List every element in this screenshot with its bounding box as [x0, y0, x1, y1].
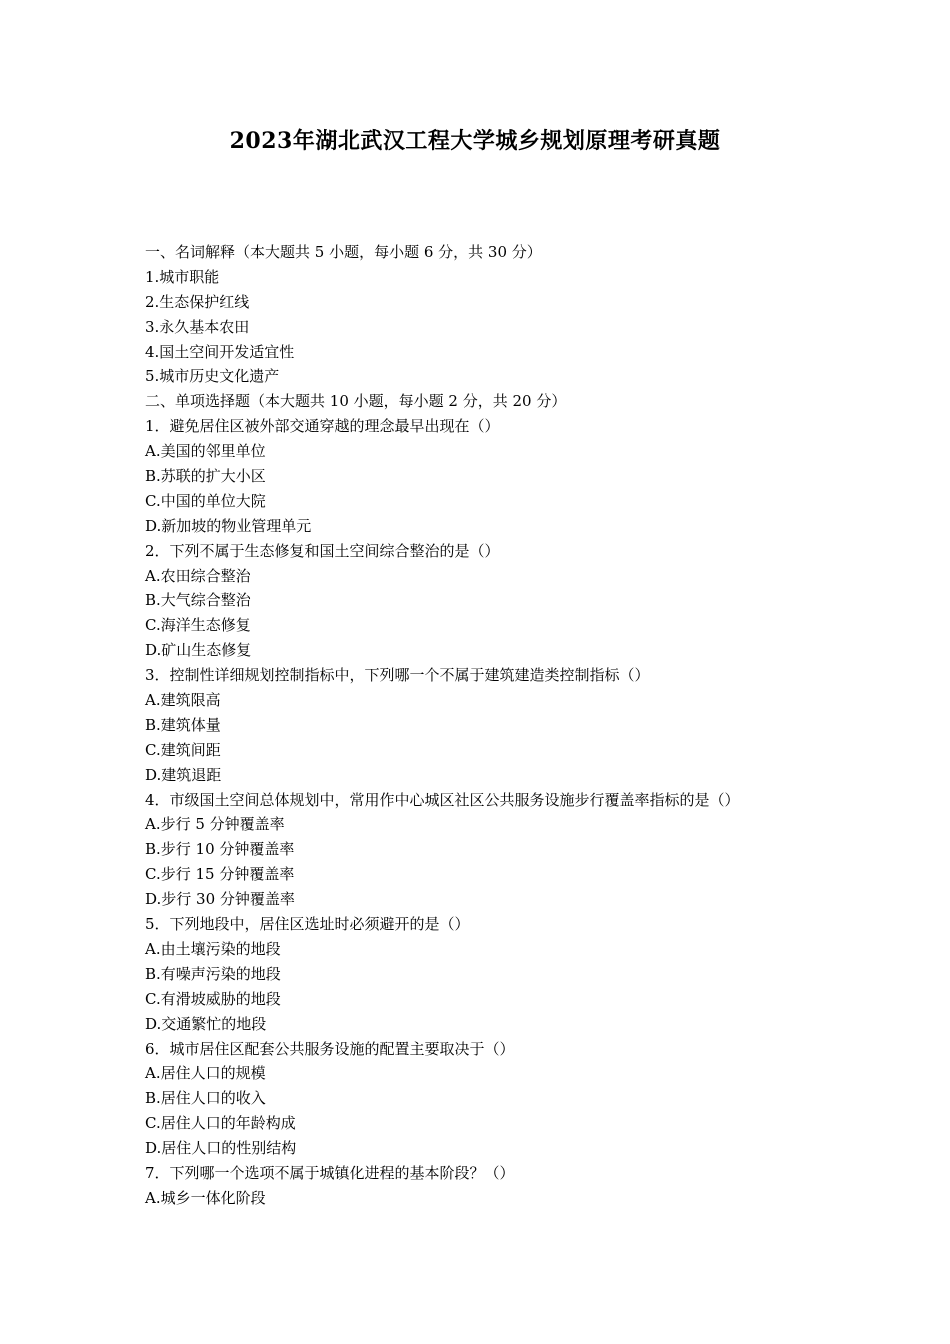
text-line: A.步行 5 分钟覆盖率	[145, 815, 285, 834]
document-body	[145, 240, 835, 1211]
text-line: C.中国的单位大院	[145, 491, 266, 510]
text-line: C.建筑间距	[145, 740, 221, 759]
text-line: 2.生态保护红线	[145, 292, 250, 311]
text-line: B.大气综合整治	[145, 591, 251, 610]
document-title: 2023年湖北武汉工程大学城乡规划原理考研真题	[229, 128, 721, 154]
text-line: 1．避免居住区被外部交通穿越的理念最早出现在（）	[145, 417, 500, 436]
text-line: B.苏联的扩大小区	[145, 467, 266, 486]
text-line: 2．下列不属于生态修复和国土空间综合整治的是（）	[145, 541, 500, 560]
text-line: A.城乡一体化阶段	[145, 1188, 266, 1207]
text-line: D.建筑退距	[145, 765, 222, 784]
text-line: C.海洋生态修复	[145, 616, 251, 635]
text-line: B.建筑体量	[145, 715, 221, 734]
text-line: D.步行 30 分钟覆盖率	[145, 890, 295, 909]
text-line: 1.城市职能	[145, 267, 220, 286]
text-line: 二、单项选择题（本大题共 10 小题，每小题 2 分，共 20 分）	[145, 392, 567, 411]
text-line: 5.城市历史文化遗产	[145, 367, 280, 386]
text-line: 3.永久基本农田	[145, 317, 250, 336]
text-line: C.步行 15 分钟覆盖率	[145, 865, 295, 884]
text-line: A.由土壤污染的地段	[145, 939, 281, 958]
text-line: B.步行 10 分钟覆盖率	[145, 840, 295, 859]
text-line: C.有滑坡威胁的地段	[145, 989, 281, 1008]
text-line: D.交通繁忙的地段	[145, 1014, 267, 1033]
text-line: D.居住人口的性别结构	[145, 1139, 297, 1158]
text-line: 4.国土空间开发适宜性	[145, 342, 295, 361]
text-line: 3．控制性详细规划控制指标中，下列哪一个不属于建筑建造类控制指标（）	[145, 666, 650, 685]
text-line: A.农田综合整治	[145, 566, 251, 585]
text-line: A.美国的邻里单位	[145, 442, 266, 461]
text-line: A.建筑限高	[145, 691, 221, 710]
text-line: 4．市级国土空间总体规划中，常用作中心城区社区公共服务设施步行覆盖率指标的是（）	[145, 790, 740, 809]
text-line: 7．下列哪一个选项不属于城镇化进程的基本阶段？（）	[145, 1163, 515, 1182]
text-line: 6．城市居住区配套公共服务设施的配置主要取决于（）	[145, 1039, 515, 1058]
text-line: A.居住人口的规模	[145, 1064, 266, 1083]
text-line: B.有噪声污染的地段	[145, 964, 281, 983]
text-line: D.新加坡的物业管理单元	[145, 516, 312, 535]
text-line: 一、名词解释（本大题共 5 小题，每小题 6 分，共 30 分）	[145, 243, 542, 261]
text-line: D.矿山生态修复	[145, 641, 252, 660]
text-line: 5．下列地段中，居住区选址时必须避开的是（）	[145, 915, 470, 934]
text-line: B.居住人口的收入	[145, 1089, 266, 1108]
text-line: C.居住人口的年龄构成	[145, 1114, 296, 1133]
